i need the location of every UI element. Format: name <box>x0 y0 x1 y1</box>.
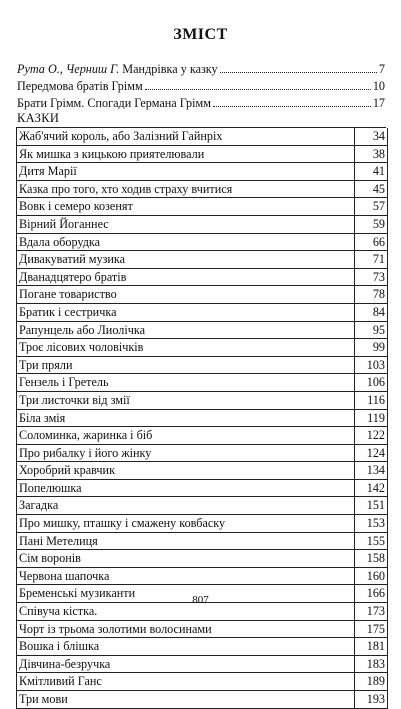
table-row <box>17 410 387 428</box>
table-row <box>17 357 387 375</box>
tale-title: Казка про того, хто ходив страху вчитися <box>19 181 233 196</box>
tale-page: 183 <box>354 656 387 673</box>
toc-entry <box>17 78 385 95</box>
tale-page: 116 <box>354 392 387 409</box>
table-row <box>17 533 387 551</box>
table-row <box>17 128 387 146</box>
table-row <box>17 216 387 234</box>
table-row <box>17 691 387 709</box>
tale-title: Дивакуватий музика <box>19 252 126 267</box>
tale-title: Три листочки від змії <box>19 392 130 407</box>
tale-page: 166 <box>354 585 387 602</box>
tale-page: 41 <box>354 163 387 180</box>
tale-title: Про рибалку і його жінку <box>19 445 152 460</box>
toc-entry-label <box>17 78 143 95</box>
tale-page: 59 <box>354 216 387 233</box>
toc-entry-title: Брати Грімм. Спогади Германа Грімм <box>17 96 211 110</box>
toc-entry-title: Мандрівка у казку <box>122 62 218 76</box>
tale-page: 73 <box>354 269 387 286</box>
tale-page: 71 <box>354 251 387 268</box>
tale-title: Рапунцель або Лиолічка <box>19 322 145 337</box>
table-row <box>17 322 387 340</box>
toc-entry-page: 17 <box>372 96 385 110</box>
section-heading: КАЗКИ <box>17 111 60 125</box>
table-row <box>17 515 387 533</box>
dot-leader <box>145 79 371 90</box>
tale-page: 95 <box>354 322 387 339</box>
tale-page: 57 <box>354 198 387 215</box>
tale-page: 134 <box>354 462 387 479</box>
table-row <box>17 480 387 498</box>
table-row <box>17 656 387 674</box>
tale-page: 160 <box>354 568 387 585</box>
table-row <box>17 497 387 515</box>
table-row <box>17 339 387 357</box>
tale-page: 99 <box>354 339 387 356</box>
table-row <box>17 638 387 656</box>
tale-title: Сім воронів <box>19 551 81 566</box>
toc-entry-label <box>17 95 211 112</box>
tale-page: 103 <box>354 357 387 374</box>
table-row <box>17 550 387 568</box>
table-row <box>17 673 387 691</box>
toc-entry-author: Рута О., Черниш Г. <box>17 62 120 76</box>
tale-page: 122 <box>354 427 387 444</box>
tale-title: Загадка <box>19 498 59 513</box>
table-row <box>17 198 387 216</box>
toc-entry-title: Передмова братів Грімм <box>17 79 143 93</box>
tale-page: 158 <box>354 550 387 567</box>
tale-page: 38 <box>354 146 387 163</box>
tale-title: Дитя Марії <box>19 164 77 179</box>
tale-page: 189 <box>354 673 387 690</box>
tale-title: Гензель і Гретель <box>19 375 109 390</box>
table-row <box>17 568 387 586</box>
table-row <box>17 462 387 480</box>
toc-entry-page: 10 <box>372 79 385 93</box>
table-row <box>17 234 387 252</box>
tale-title: Вірний Йоганнес <box>19 216 109 231</box>
tale-title: Вовк і семеро козенят <box>19 199 133 214</box>
table-row <box>17 304 387 322</box>
tale-page: 153 <box>354 515 387 532</box>
table-row <box>17 146 387 164</box>
dot-leader <box>213 96 371 107</box>
tale-title: Вошка і блішка <box>19 639 100 654</box>
tale-title: Як мишка з кицькою приятелювали <box>19 146 205 161</box>
dot-leader <box>220 62 377 73</box>
tale-title: Вдала оборудка <box>19 234 101 249</box>
table-row <box>17 427 387 445</box>
table-row <box>17 181 387 199</box>
tale-page: 84 <box>354 304 387 321</box>
tale-title: Чорт із трьома золотими волосинами <box>19 621 212 636</box>
tale-title: Три пряли <box>19 357 73 372</box>
tale-title: Червона шапочка <box>19 568 110 583</box>
page-title: ЗМІСТ <box>173 26 228 43</box>
table-row <box>17 445 387 463</box>
tale-title: Жаб'ячий король, або Залізний Гайнріх <box>19 129 223 143</box>
tale-page: 119 <box>354 410 387 427</box>
tale-title: Соломинка, жаринка і біб <box>19 428 153 443</box>
tale-title: Кмітливий Ганс <box>19 674 102 689</box>
tale-page: 66 <box>354 234 387 251</box>
tale-title: Пані Метелиця <box>19 533 98 548</box>
tale-title: Бременські музиканти <box>19 586 136 601</box>
tale-title: Троє лісових чоловічків <box>19 340 144 355</box>
tale-page: 142 <box>354 480 387 497</box>
tale-page: 155 <box>354 533 387 550</box>
tale-title: Про мишку, пташку і смажену ковбаску <box>19 516 226 531</box>
toc-entry-page: 7 <box>378 62 385 76</box>
tale-title: Дівчина-безручка <box>19 656 111 671</box>
tale-page: 124 <box>354 445 387 462</box>
tale-page: 173 <box>354 603 387 620</box>
table-row <box>17 374 387 392</box>
tale-title: Погане товариство <box>19 287 117 302</box>
table-row <box>17 251 387 269</box>
tale-page: 151 <box>354 497 387 514</box>
table-row <box>17 621 387 639</box>
tale-title: Біла змія <box>19 410 66 425</box>
tale-title: Хоробрий кравчик <box>19 463 115 478</box>
tale-title: Співуча кістка. <box>19 604 98 619</box>
tale-title: Братик і сестричка <box>19 304 117 319</box>
tale-title: Дванадцятеро братів <box>19 269 127 284</box>
tale-page: 78 <box>354 286 387 303</box>
tale-page: 181 <box>354 638 387 655</box>
table-row <box>17 392 387 410</box>
toc-entry <box>17 61 385 78</box>
tale-page: 175 <box>354 621 387 638</box>
tale-page: 34 <box>354 128 387 145</box>
table-row <box>17 286 387 304</box>
page-number: 807 <box>192 594 209 606</box>
toc-entry <box>17 95 385 112</box>
table-row <box>17 163 387 181</box>
toc-entry-label <box>17 61 218 78</box>
tale-page: 193 <box>354 691 387 708</box>
tale-page: 106 <box>354 374 387 391</box>
table-row <box>17 269 387 287</box>
tales-table <box>16 128 388 709</box>
tale-title: Три мови <box>19 692 68 706</box>
tale-page: 45 <box>354 181 387 198</box>
tale-title: Попелюшка <box>19 480 82 495</box>
